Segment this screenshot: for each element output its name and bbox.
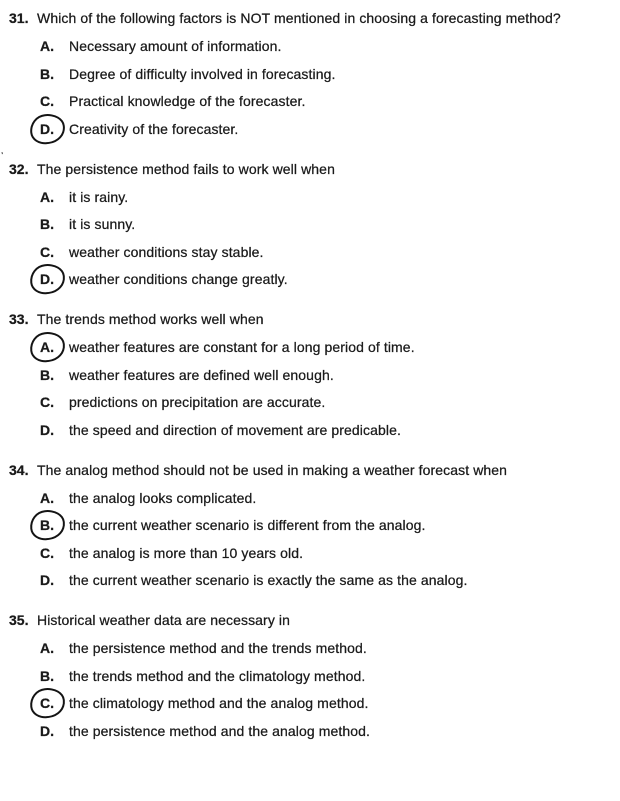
option-text: weather conditions stay stable. bbox=[69, 243, 264, 260]
option-letter: D. bbox=[40, 421, 54, 438]
answer-option bbox=[40, 121, 612, 138]
option-text: it is rainy. bbox=[69, 188, 129, 205]
option-text: the trends method and the climatology method. bbox=[69, 667, 366, 684]
answer-option bbox=[40, 422, 612, 439]
option-letter: B. bbox=[40, 366, 54, 383]
question-text: Historical weather data are necessary in bbox=[37, 612, 291, 628]
option-text: the analog is more than 10 years old. bbox=[69, 544, 304, 561]
answer-option bbox=[40, 668, 612, 685]
answer-option bbox=[40, 271, 612, 288]
circled-answer-mark: A. bbox=[40, 339, 69, 356]
question-line bbox=[9, 462, 612, 479]
question-block bbox=[9, 161, 612, 289]
option-letter: C. bbox=[40, 93, 54, 109]
answer-option bbox=[40, 339, 612, 356]
option-letter: D. bbox=[40, 722, 54, 739]
question-line bbox=[9, 161, 612, 178]
question-text: Which of the following factors is NOT mentioned in choosing a forecasting method? bbox=[37, 10, 561, 26]
question-line bbox=[9, 311, 612, 328]
option-text: the current weather scenario is exactly the same as the analog. bbox=[69, 572, 468, 588]
option-text: the speed and direction of movement are predicable. bbox=[69, 421, 401, 438]
answer-option bbox=[40, 216, 612, 233]
scan-speckle-artifact: . · bbox=[1, 146, 4, 158]
answer-option bbox=[40, 545, 612, 562]
circled-answer-mark: D. bbox=[40, 271, 69, 288]
option-text: the current weather scenario is different from the analog. bbox=[69, 517, 426, 533]
circled-answer-mark: B. bbox=[40, 517, 69, 534]
answer-option bbox=[40, 189, 612, 206]
option-letter: C. bbox=[40, 394, 54, 410]
question-block bbox=[9, 612, 612, 740]
answer-option bbox=[40, 723, 612, 740]
option-letter: B. bbox=[40, 65, 54, 82]
question-number: 33. bbox=[9, 311, 29, 327]
option-text: the persistence method and the trends method. bbox=[69, 640, 367, 656]
option-letter: A. bbox=[40, 188, 54, 205]
answer-option bbox=[40, 695, 612, 712]
question-number: 35. bbox=[9, 612, 29, 628]
question-block bbox=[9, 462, 612, 590]
option-text: Necessary amount of information. bbox=[69, 38, 282, 54]
option-letter: C. bbox=[40, 544, 54, 561]
question-text: The analog method should not be used in making a weather forecast when bbox=[37, 461, 508, 478]
question-number: 34. bbox=[9, 461, 29, 478]
option-letter: B. bbox=[40, 667, 54, 684]
question-block bbox=[9, 311, 612, 439]
question-line bbox=[9, 612, 612, 629]
option-text: Creativity of the forecaster. bbox=[69, 120, 239, 137]
question-line bbox=[9, 10, 612, 27]
circled-answer-mark: D. bbox=[40, 121, 69, 138]
answer-option bbox=[40, 517, 612, 534]
option-text: weather conditions change greatly. bbox=[69, 271, 288, 287]
option-letter: D. bbox=[40, 572, 54, 588]
answer-option bbox=[40, 244, 612, 261]
option-letter: A. bbox=[40, 38, 54, 54]
option-text: it is sunny. bbox=[69, 216, 136, 232]
answer-option bbox=[40, 490, 612, 507]
answer-option bbox=[40, 640, 612, 657]
question-block bbox=[9, 10, 612, 138]
answer-option bbox=[40, 572, 612, 589]
question-text: The persistence method fails to work well when bbox=[37, 160, 335, 177]
question-text: The trends method works well when bbox=[37, 311, 264, 327]
option-letter: A. bbox=[40, 640, 54, 656]
question-number: 32. bbox=[9, 160, 29, 177]
answer-option bbox=[40, 66, 612, 83]
option-text: the analog looks complicated. bbox=[69, 489, 257, 506]
option-text: weather features are defined well enough. bbox=[69, 366, 334, 383]
answer-option bbox=[40, 367, 612, 384]
answer-option bbox=[40, 38, 612, 55]
option-text: the climatology method and the analog method. bbox=[69, 695, 369, 711]
option-letter: A. bbox=[40, 489, 54, 506]
option-letter: B. bbox=[40, 216, 54, 232]
answer-option bbox=[40, 93, 612, 110]
option-text: Degree of difficulty involved in forecasting. bbox=[69, 65, 336, 82]
option-text: the persistence method and the analog method. bbox=[69, 722, 371, 739]
circled-answer-mark: C. bbox=[40, 695, 69, 712]
option-text: weather features are constant for a long period of time. bbox=[69, 339, 415, 355]
answer-option bbox=[40, 394, 612, 411]
question-number: 31. bbox=[9, 10, 29, 26]
option-text: Practical knowledge of the forecaster. bbox=[69, 93, 306, 109]
option-text: predictions on precipitation are accurate. bbox=[69, 394, 326, 410]
option-letter: C. bbox=[40, 243, 54, 260]
